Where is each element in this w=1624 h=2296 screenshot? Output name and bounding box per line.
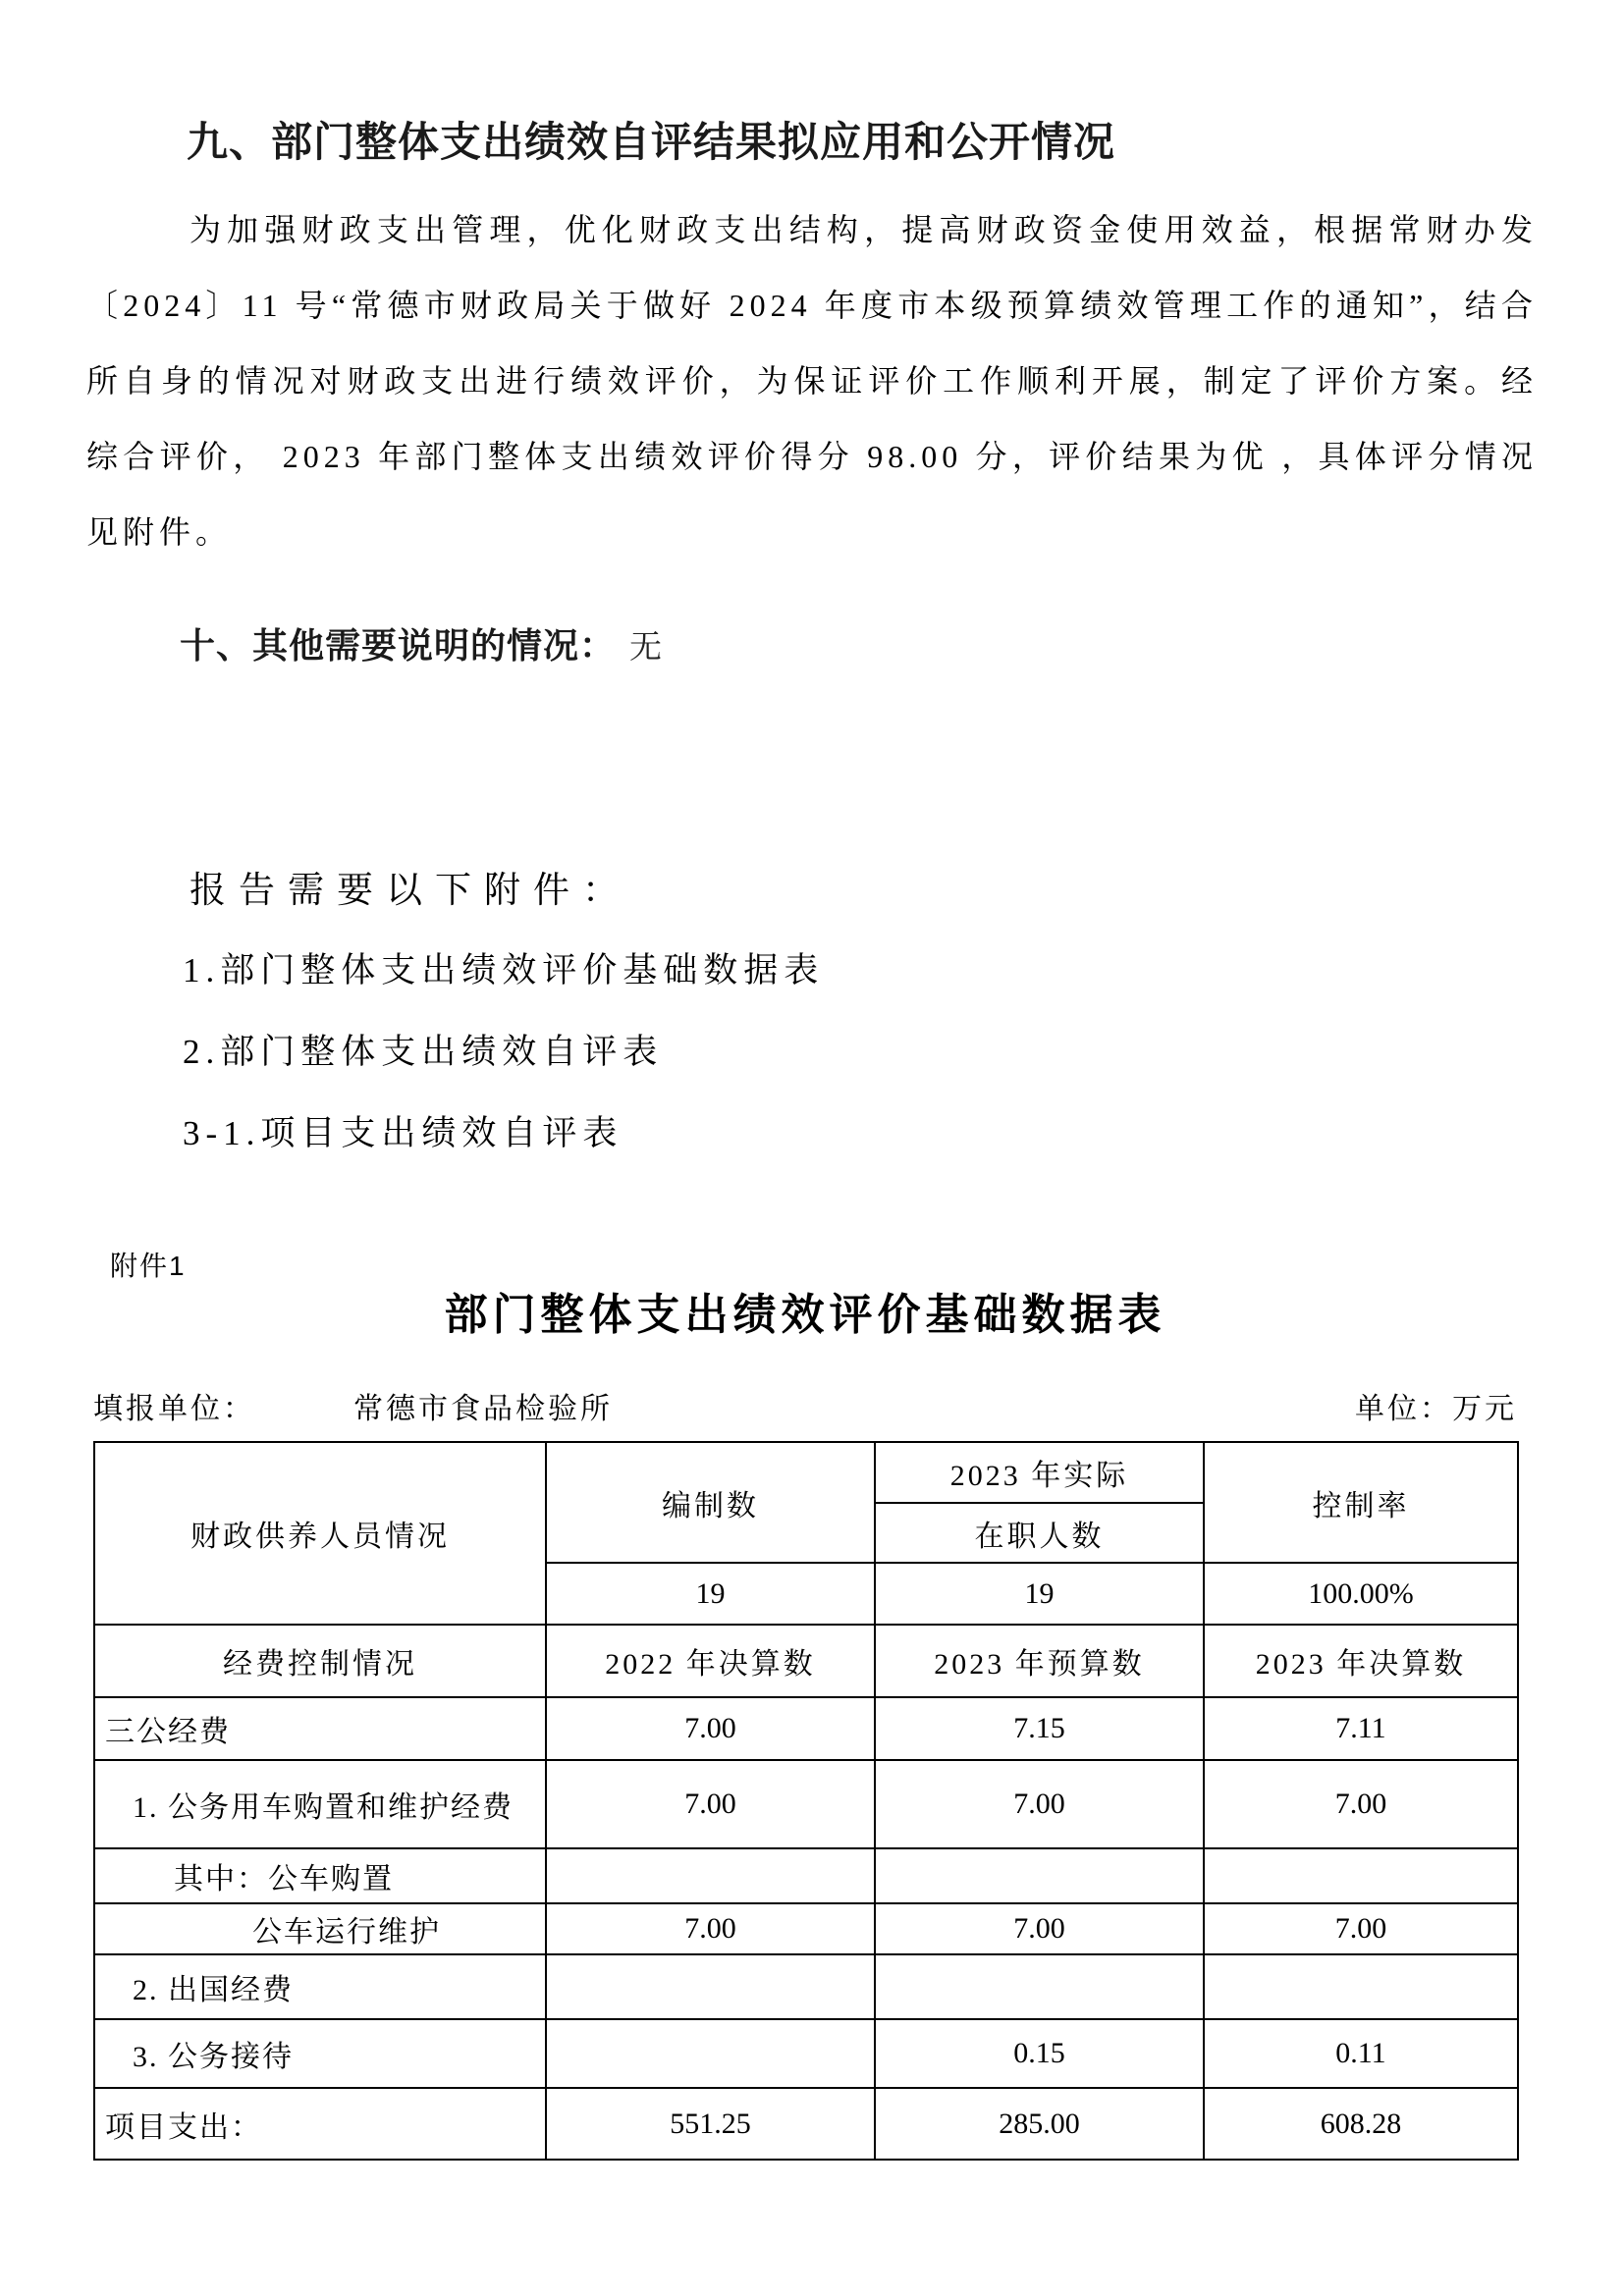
row-value: 7.00 — [1204, 1760, 1518, 1848]
header-cell-on-duty: 在职人数 — [875, 1503, 1204, 1563]
row-value: 7.00 — [875, 1903, 1204, 1954]
header-cell-final-2023: 2023 年决算数 — [1204, 1625, 1518, 1697]
row-label: 项目支出： — [94, 2088, 546, 2160]
row-label: 三公经费 — [94, 1697, 546, 1760]
row-label: 公车运行维护 — [94, 1903, 546, 1954]
row-label: 其中：公车购置 — [94, 1848, 546, 1903]
row-value: 7.11 — [1204, 1697, 1518, 1760]
base-data-table — [93, 1441, 1519, 2161]
header-cell-budget-2023: 2023 年预算数 — [875, 1625, 1204, 1697]
table-row — [94, 1760, 1518, 1848]
row-value — [875, 1848, 1204, 1903]
row-label: 1. 公务用车购置和维护经费 — [94, 1760, 546, 1848]
unit-label: 单位：万元 — [1355, 1393, 1517, 1425]
cell-control-rate: 100.00% — [1204, 1563, 1518, 1625]
section-9-paragraph: 为加强财政支出管理，优化财政支出结构，提高财政资金使用效益，根据常财办发〔2024〕11 号“常德市财政局关于做好 2024 年度市本级预算绩效管理工作的通知”，结合所自身的情况对财政支出进行绩效评价，为保证评价工作顺利开展，制定了评价方案。经综合评价， 2023 年部门整体支出绩效评价得分 98.00 分，评价结果为优 ，具体评分情况见附件。 — [86, 212, 1538, 550]
attachment-item-1: 1.部门整体支出绩效评价基础数据表 — [183, 951, 825, 989]
row-value — [546, 1848, 875, 1903]
row-value: 551.25 — [546, 2088, 875, 2160]
table-row — [94, 2088, 1518, 2160]
table-header-row-1 — [94, 1442, 1518, 1503]
cell-authorized-count: 19 — [546, 1563, 875, 1625]
row-value: 7.00 — [1204, 1903, 1518, 1954]
row-value: 7.00 — [546, 1903, 875, 1954]
row-label: 2. 出国经费 — [94, 1954, 546, 2019]
header-cell-final-2022: 2022 年决算数 — [546, 1625, 875, 1697]
table-meta-row — [93, 1384, 1517, 1427]
control-header-row — [94, 1625, 1518, 1697]
header-cell-expense-control: 经费控制情况 — [94, 1625, 546, 1697]
row-value — [546, 1954, 875, 2019]
table-row — [94, 1954, 1518, 2019]
row-value: 0.11 — [1204, 2019, 1518, 2088]
row-value: 7.00 — [546, 1697, 875, 1760]
row-value: 7.00 — [546, 1760, 875, 1848]
section-9-heading: 九、部门整体支出绩效自评结果拟应用和公开情况 — [187, 119, 1116, 165]
table-row — [94, 2019, 1518, 2088]
row-value: 285.00 — [875, 2088, 1204, 2160]
table-row — [94, 1697, 1518, 1760]
filler-unit-value: 常德市食品检验所 — [353, 1393, 613, 1425]
annex-label: 附件1 — [110, 1251, 187, 1281]
attachment-item-3: 3-1.项目支出绩效自评表 — [183, 1114, 623, 1152]
row-value — [1204, 1848, 1518, 1903]
section-10-value: 无 — [629, 630, 665, 666]
table-row — [94, 1848, 1518, 1903]
row-value — [1204, 1954, 1518, 2019]
header-cell-control-rate: 控制率 — [1204, 1442, 1518, 1563]
row-value: 7.00 — [875, 1760, 1204, 1848]
header-cell-personnel: 财政供养人员情况 — [94, 1442, 546, 1625]
row-label: 3. 公务接待 — [94, 2019, 546, 2088]
table-title: 部门整体支出绩效评价基础数据表 — [444, 1291, 1166, 1339]
row-value — [875, 1954, 1204, 2019]
filler-unit-label: 填报单位： — [93, 1393, 255, 1425]
attachment-item-2: 2.部门整体支出绩效自评表 — [183, 1033, 664, 1071]
attachments-intro: 报告需要以下附件： — [189, 871, 631, 911]
cell-onduty-count: 19 — [875, 1563, 1204, 1625]
row-value: 0.15 — [875, 2019, 1204, 2088]
table-row — [94, 1903, 1518, 1954]
row-value: 608.28 — [1204, 2088, 1518, 2160]
row-value — [546, 2019, 875, 2088]
section-10-heading — [180, 618, 664, 668]
header-cell-authorized: 编制数 — [546, 1442, 875, 1563]
header-cell-actual-2023: 2023 年实际 — [875, 1442, 1204, 1503]
filler-unit — [93, 1384, 613, 1427]
section-10-heading-label: 十、其他需要说明的情况： — [180, 625, 617, 666]
row-value: 7.15 — [875, 1697, 1204, 1760]
